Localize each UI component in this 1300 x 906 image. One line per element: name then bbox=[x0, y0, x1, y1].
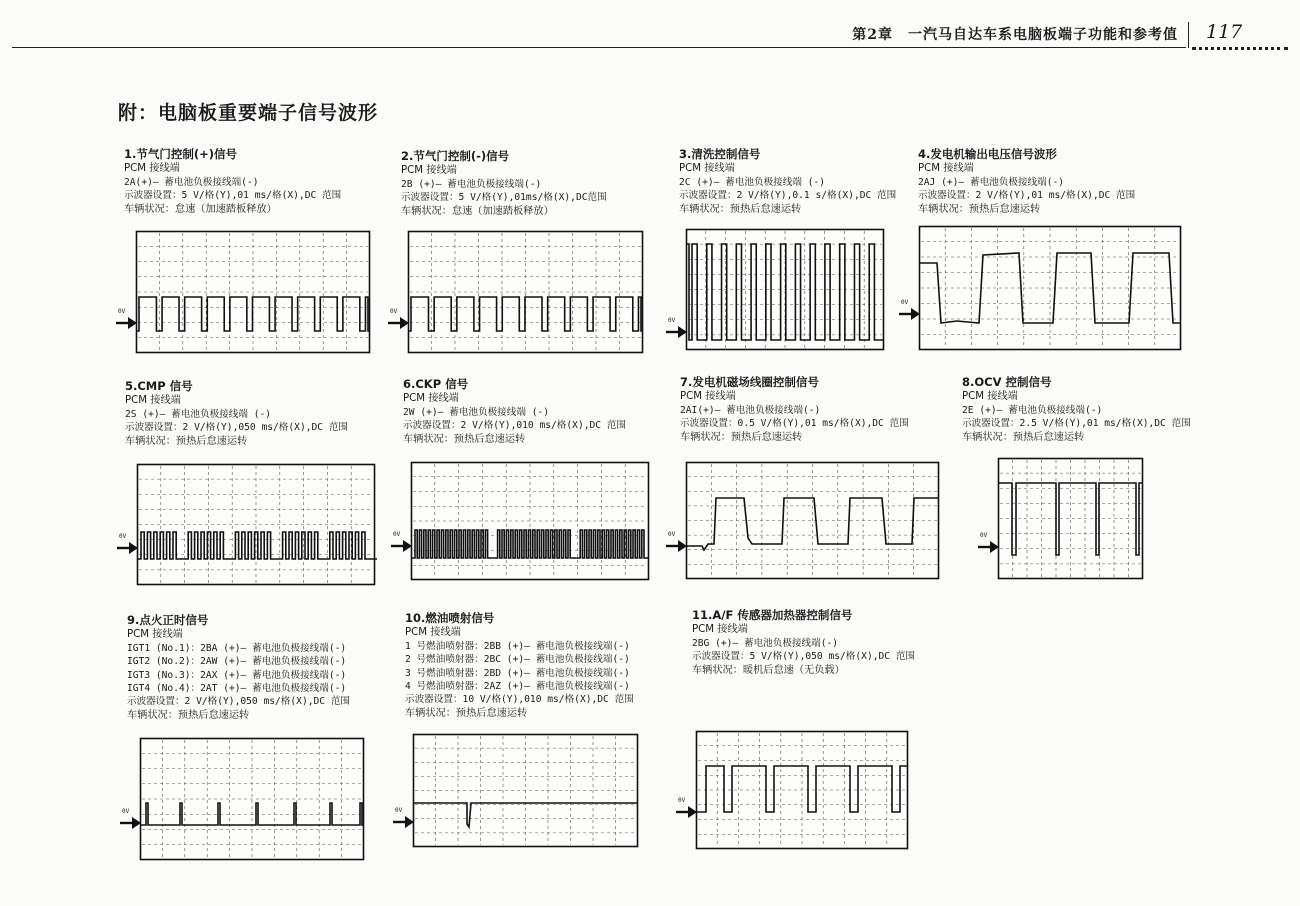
zero-volt-arrow-icon bbox=[116, 316, 138, 330]
zero-volt-arrow-icon bbox=[117, 541, 139, 555]
connection-line: 示波器设置：5 V/格(Y),050 ms/格(X),DC 范围 bbox=[692, 651, 916, 663]
oscilloscope-graph-3 bbox=[686, 229, 884, 350]
connection-line: 示波器设置：2 V/格(Y),0.1 s/格(X),DC 范围 bbox=[679, 190, 897, 202]
terminal-label: PCM 接线端 bbox=[127, 629, 183, 641]
zero-volt-label: 0V bbox=[393, 531, 401, 538]
waveform-section-8 bbox=[962, 376, 1191, 444]
zero-volt-label: 0V bbox=[395, 807, 403, 814]
vehicle-status: 车辆状况：预热后怠速运转 bbox=[962, 431, 1085, 443]
section-title: 2.节气门控制(-)信号 bbox=[401, 149, 510, 163]
connection-line: IGT2 (No.2)：2AW (+)— 蓄电池负极接线端(-) bbox=[127, 656, 347, 668]
waveform-section-7 bbox=[680, 376, 909, 444]
oscilloscope-graph-2 bbox=[408, 231, 643, 353]
connection-line: 2BG (+)— 蓄电池负极接线端(-) bbox=[692, 637, 839, 649]
waveform-section-4 bbox=[918, 148, 1135, 216]
zero-volt-arrow-icon bbox=[388, 316, 410, 330]
zero-volt-label: 0V bbox=[122, 808, 130, 815]
section-title: 5.CMP 信号 bbox=[125, 379, 193, 393]
header-divider bbox=[1188, 22, 1189, 48]
section-title: 7.发电机磁场线圈控制信号 bbox=[680, 375, 819, 389]
waveform-section-6 bbox=[403, 378, 626, 446]
vehicle-status: 车辆状况：怠速（加速踏板释放） bbox=[401, 205, 554, 217]
connection-line: IGT1 (No.1)：2BA (+)— 蓄电池负极接线端(-) bbox=[127, 642, 347, 654]
connection-line: 示波器设置：2 V/格(Y),010 ms/格(X),DC 范围 bbox=[403, 420, 627, 432]
vehicle-status: 车辆状况：预热后怠速运转 bbox=[125, 435, 248, 447]
connection-line: 2AJ (+)— 蓄电池负极接线端(-) bbox=[918, 176, 1065, 188]
connection-line: 示波器设置：2 V/格(Y),01 ms/格(X),DC 范围 bbox=[918, 190, 1136, 202]
zero-volt-label: 0V bbox=[668, 317, 676, 324]
waveform-section-3 bbox=[679, 148, 896, 216]
header-rule bbox=[12, 47, 1186, 48]
oscilloscope-graph-7 bbox=[686, 462, 939, 579]
zero-volt-arrow-icon bbox=[978, 540, 1000, 554]
oscilloscope-graph-11 bbox=[696, 731, 908, 849]
terminal-label: PCM 接线端 bbox=[679, 163, 735, 175]
zero-volt-arrow-icon bbox=[676, 805, 698, 819]
waveform-section-1 bbox=[124, 148, 341, 216]
connection-line: 示波器设置：2 V/格(Y),050 ms/格(X),DC 范围 bbox=[125, 422, 349, 434]
section-title: 9.点火正时信号 bbox=[127, 613, 209, 627]
page-number: 117 bbox=[1206, 21, 1243, 43]
waveform-section-10 bbox=[405, 612, 634, 720]
connection-line: 2 号燃油喷射器：2BC (+)— 蓄电池负极接线端(-) bbox=[405, 654, 630, 666]
terminal-label: PCM 接线端 bbox=[692, 624, 748, 636]
section-title: 3.清洗控制信号 bbox=[679, 147, 761, 161]
oscilloscope-graph-8 bbox=[998, 458, 1143, 579]
vehicle-status: 车辆状况：预热后怠速运转 bbox=[405, 707, 528, 719]
waveform-section-2 bbox=[401, 150, 607, 218]
connection-line: 示波器设置：2 V/格(Y),050 ms/格(X),DC 范围 bbox=[127, 696, 351, 708]
zero-volt-label: 0V bbox=[668, 531, 676, 538]
terminal-label: PCM 接线端 bbox=[405, 627, 461, 639]
section-title: 1.节气门控制(+)信号 bbox=[124, 147, 238, 161]
header-dotted-rule bbox=[1192, 47, 1288, 50]
connection-line: 2S (+)— 蓄电池负极接线端 (-) bbox=[125, 408, 272, 420]
connection-line: 示波器设置：2.5 V/格(Y),01 ms/格(X),DC 范围 bbox=[962, 418, 1191, 430]
section-title: 11.A/F 传感器加热器控制信号 bbox=[692, 608, 853, 622]
connection-line: IGT4 (No.4)：2AT (+)— 蓄电池负极接线端(-) bbox=[127, 683, 347, 695]
vehicle-status: 车辆状况：暖机后怠速（无负载） bbox=[692, 664, 845, 676]
vehicle-status: 车辆状况：预热后怠速运转 bbox=[403, 433, 526, 445]
section-title: 10.燃油喷射信号 bbox=[405, 611, 495, 625]
zero-volt-label: 0V bbox=[119, 533, 127, 540]
vehicle-status: 车辆状况：预热后怠速运转 bbox=[679, 203, 802, 215]
connection-line: 2B (+)— 蓄电池负极接线端(-) bbox=[401, 178, 542, 190]
zero-volt-arrow-icon bbox=[666, 539, 688, 553]
oscilloscope-graph-6 bbox=[411, 462, 649, 580]
connection-line: 2C (+)— 蓄电池负极接线端 (-) bbox=[679, 176, 826, 188]
zero-volt-label: 0V bbox=[390, 308, 398, 315]
waveform-section-5 bbox=[125, 380, 348, 448]
connection-line: 2W (+)— 蓄电池负极接线端 (-) bbox=[403, 406, 550, 418]
connection-line: 2A(+)— 蓄电池负极接线端(-) bbox=[124, 176, 259, 188]
page-title: 附：电脑板重要端子信号波形 bbox=[118, 102, 379, 124]
zero-volt-label: 0V bbox=[901, 299, 909, 306]
connection-line: 示波器设置：10 V/格(Y),010 ms/格(X),DC 范围 bbox=[405, 694, 634, 706]
section-title: 8.OCV 控制信号 bbox=[962, 375, 1052, 389]
connection-line: 示波器设置：5 V/格(Y),01 ms/格(X),DC 范围 bbox=[124, 190, 342, 202]
zero-volt-label: 0V bbox=[678, 797, 686, 804]
oscilloscope-graph-9 bbox=[140, 738, 364, 860]
connection-line: 1 号燃油喷射器：2BB (+)— 蓄电池负极接线端(-) bbox=[405, 640, 630, 652]
connection-line: 示波器设置：0.5 V/格(Y),01 ms/格(X),DC 范围 bbox=[680, 418, 909, 430]
zero-volt-arrow-icon bbox=[899, 307, 921, 321]
connection-line: 4 号燃油喷射器：2AZ (+)— 蓄电池负极接线端(-) bbox=[405, 681, 630, 693]
terminal-label: PCM 接线端 bbox=[962, 391, 1018, 403]
terminal-label: PCM 接线端 bbox=[918, 163, 974, 175]
connection-line: 2AI(+)— 蓄电池负极接线端(-) bbox=[680, 404, 821, 416]
terminal-label: PCM 接线端 bbox=[124, 163, 180, 175]
vehicle-status: 车辆状况：预热后怠速运转 bbox=[918, 203, 1041, 215]
zero-volt-arrow-icon bbox=[391, 539, 413, 553]
oscilloscope-graph-1 bbox=[136, 231, 370, 353]
oscilloscope-graph-10 bbox=[413, 734, 638, 847]
zero-volt-label: 0V bbox=[118, 308, 126, 315]
section-title: 4.发电机输出电压信号波形 bbox=[918, 147, 1057, 161]
page-header bbox=[0, 18, 1300, 50]
terminal-label: PCM 接线端 bbox=[403, 393, 459, 405]
connection-line: 2E (+)— 蓄电池负极接线端(-) bbox=[962, 404, 1103, 416]
connection-line: IGT3 (No.3)：2AX (+)— 蓄电池负极接线端(-) bbox=[127, 669, 347, 681]
waveform-section-9 bbox=[127, 614, 350, 722]
terminal-label: PCM 接线端 bbox=[401, 165, 457, 177]
oscilloscope-graph-4 bbox=[919, 226, 1181, 350]
terminal-label: PCM 接线端 bbox=[680, 391, 736, 403]
chapter-title: 第2章 一汽马自达车系电脑板端子功能和参考值 bbox=[852, 27, 1178, 43]
zero-volt-arrow-icon bbox=[666, 325, 688, 339]
vehicle-status: 车辆状况：预热后怠速运转 bbox=[127, 709, 250, 721]
vehicle-status: 车辆状况：预热后怠速运转 bbox=[680, 431, 803, 443]
zero-volt-label: 0V bbox=[980, 532, 988, 539]
vehicle-status: 车辆状况：怠速（加速踏板释放） bbox=[124, 203, 277, 215]
section-title: 6.CKP 信号 bbox=[403, 377, 469, 391]
waveform-section-11 bbox=[692, 609, 915, 677]
connection-line: 示波器设置：5 V/格(Y),01ms/格(X),DC范围 bbox=[401, 192, 607, 204]
terminal-label: PCM 接线端 bbox=[125, 395, 181, 407]
connection-line: 3 号燃油喷射器：2BD (+)— 蓄电池负极接线端(-) bbox=[405, 667, 630, 679]
zero-volt-arrow-icon bbox=[393, 815, 415, 829]
zero-volt-arrow-icon bbox=[120, 816, 142, 830]
oscilloscope-graph-5 bbox=[137, 464, 375, 585]
